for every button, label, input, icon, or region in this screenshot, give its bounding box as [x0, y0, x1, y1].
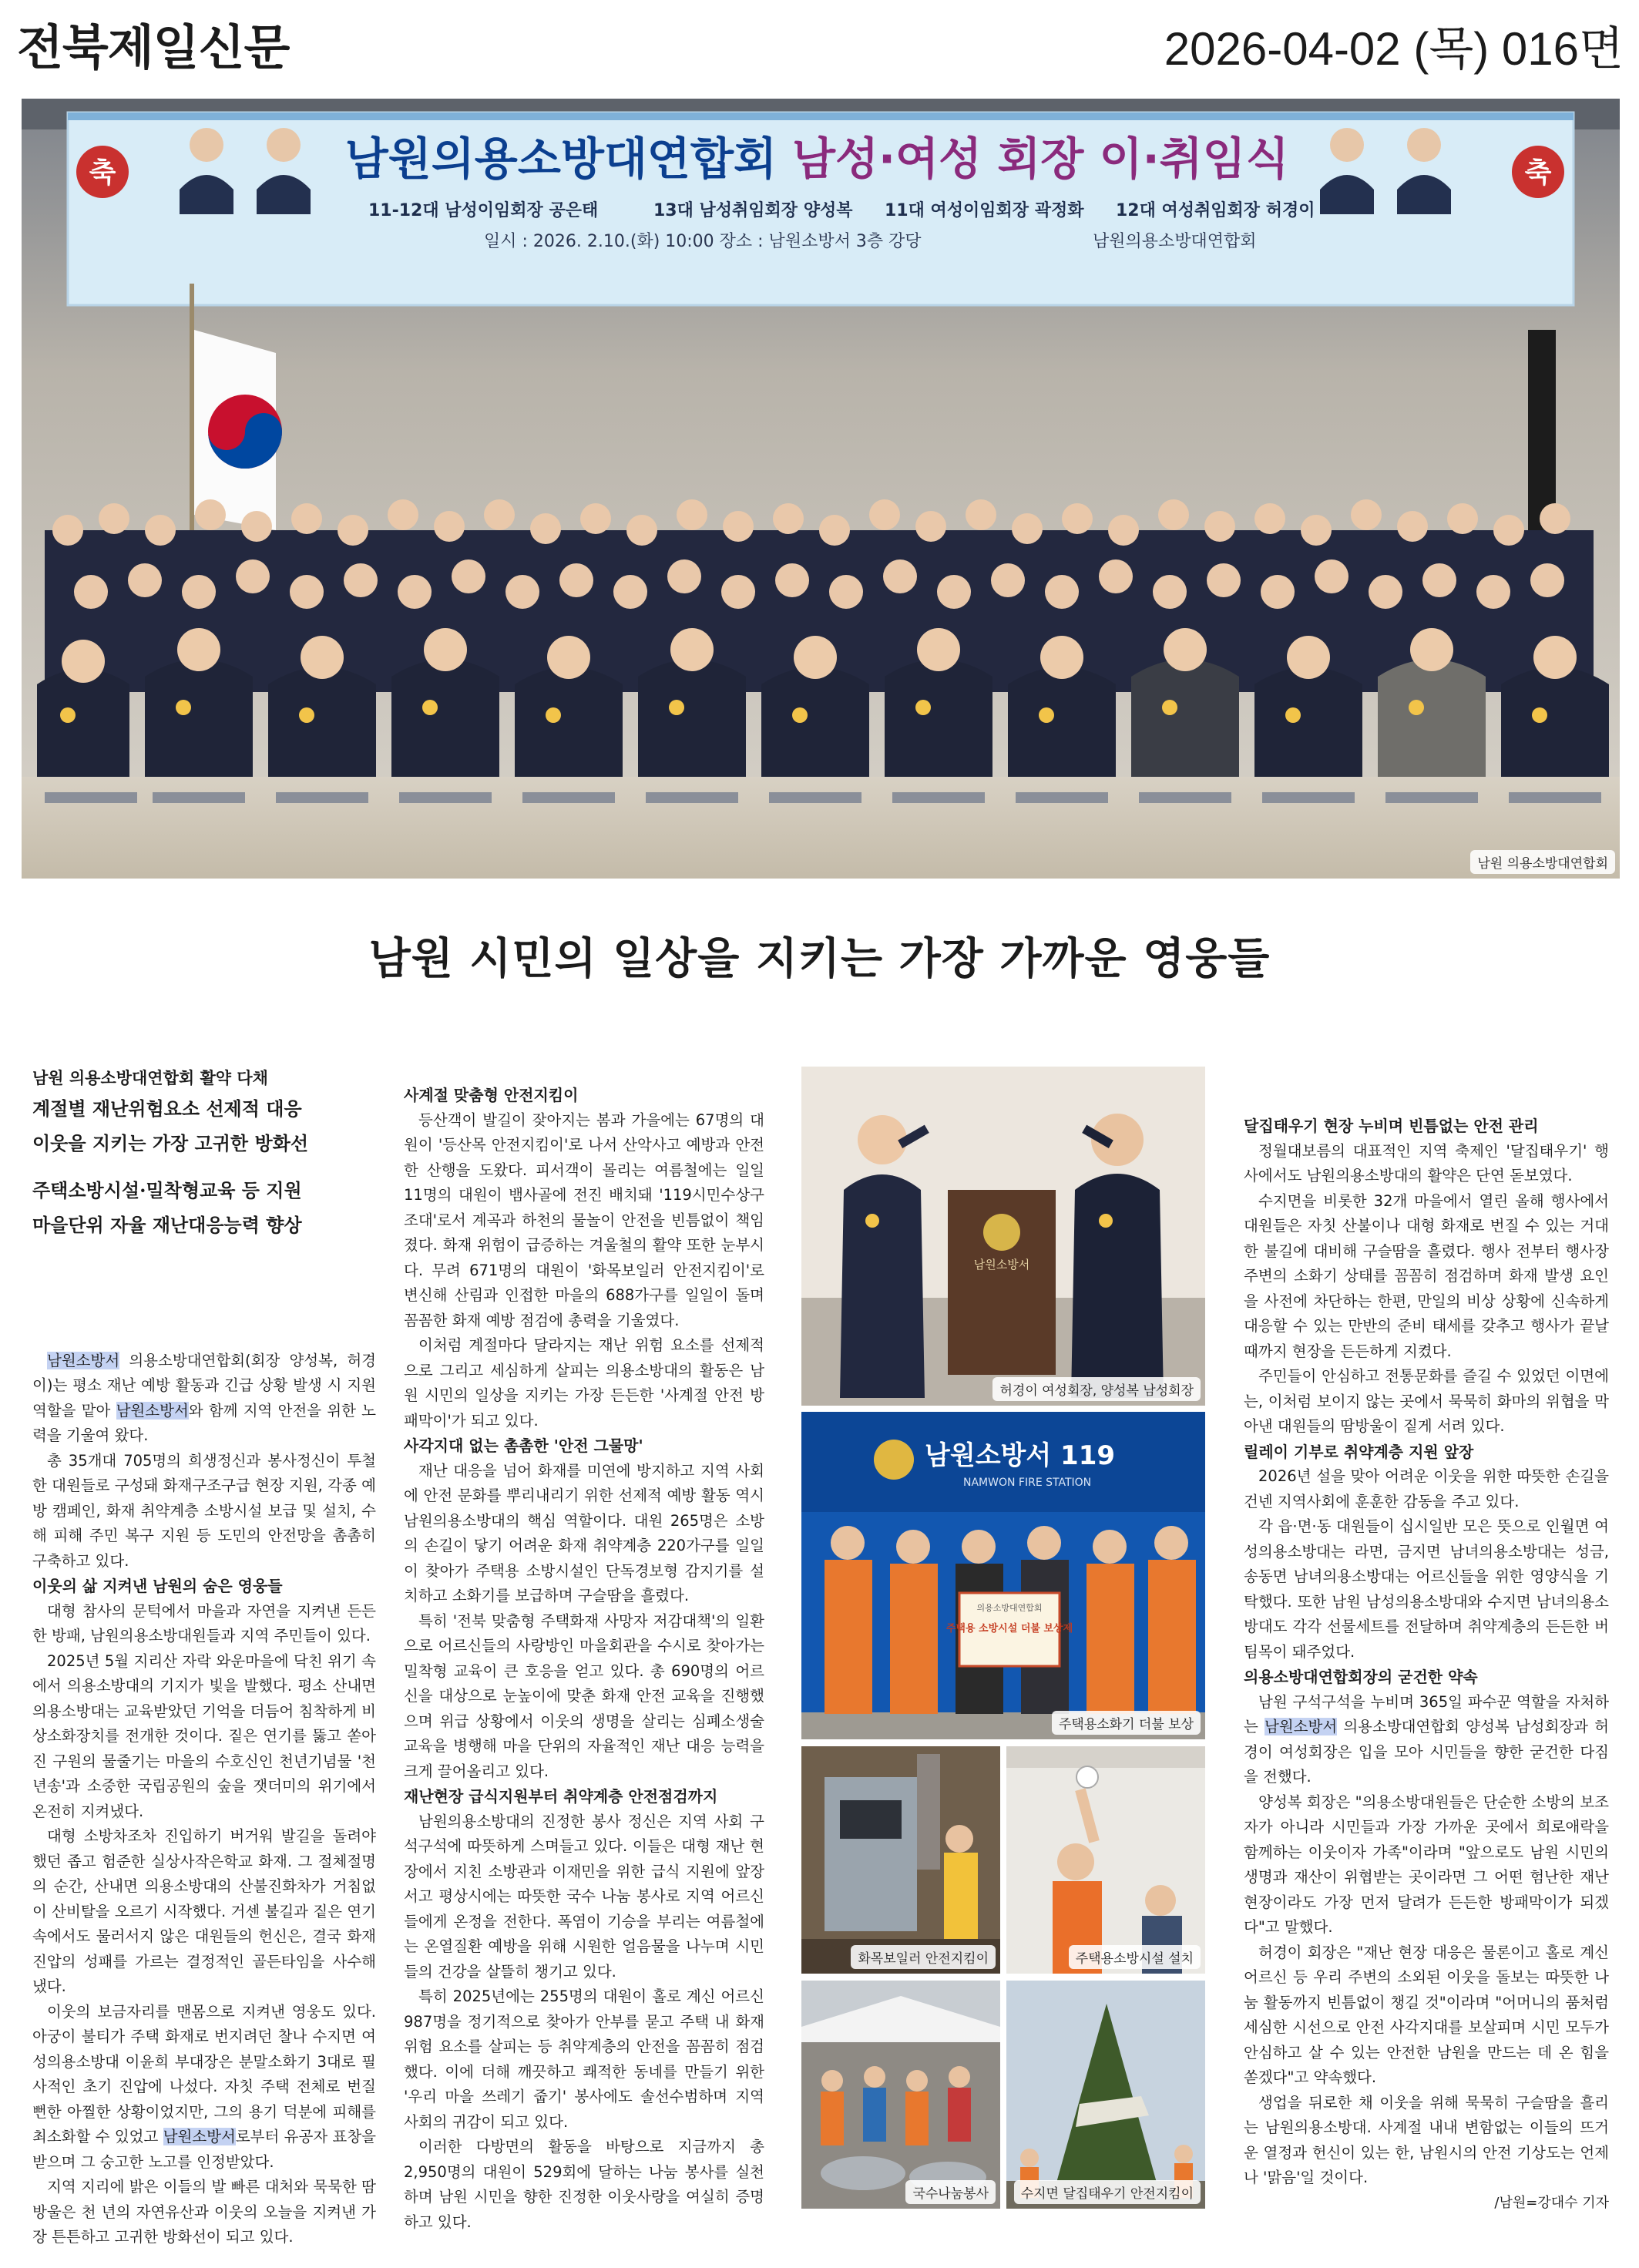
banner-title-a: 남원의용소방대연합회	[344, 133, 777, 185]
daljip-illustration	[1006, 1981, 1205, 2209]
station-sign-en: NAMWON FIRE STATION	[963, 1477, 1092, 1489]
paragraph: 허경이 회장은 "재난 현장 대응은 물론이고 홀로 계신 어르신 등 우리 주변의 소외된 이웃을 돌보는 따뜻한 나눔 활동까지 빈틈없이 챙길 것"이라며 "어머니의 품처럼 세심한 시선으로 안전 사각지대를 보살피며 시민 모두가 안심하고 살 수 있는 안전한 남원을 만드는 데 온 힘을 쏟겠다"고 약속했다.	[1244, 1943, 1609, 2086]
banner-org: 남원의용소방대연합회	[1093, 232, 1257, 251]
main-group-photo	[22, 99, 1620, 879]
photo-daljip	[1006, 1981, 1205, 2209]
headline: 남원 시민의 일상을 지키는 가장 가까운 영웅들	[368, 933, 1271, 984]
paragraph: 주민들이 안심하고 전통문화를 즐길 수 있었던 이면에는, 이처럼 보이지 않는 곳에서 묵묵히 화마의 위협을 막아낸 대원들의 땀방울이 짙게 서려 있다.	[1244, 1367, 1609, 1435]
highlight-term: 남원소방서	[116, 1401, 189, 1420]
paragraph: 2025년 5월 지리산 자락 와운마을에 닥친 위기 속에서 의용소방대의 기지가 빛을 발했다. 평소 산내면 의용소방대는 교육받았던 기억을 더듬어 침착하게 비상소화장치를 전개한 것이다. 짙은 연기를 뚫고 쏟아진 구원의 물줄기는 마을의 수호신인 천년기념물 '천년송'과 소중한 국립공원의 숲을 잿더미의 위기에서 온전히 지켜냈다.	[32, 1651, 376, 1820]
paragraph: 등산객이 발길이 잦아지는 봄과 가을에는 67명의 대원이 '등산목 안전지킴이'로 나서 산악사고 예방과 안전한 산행을 도왔다. 피서객이 몰리는 여름철에는 일일 11명의 대원이 뱀사골에 전진 배치돼 '119시민수상구조대'로서 계곡과 하천의 물놀이 안전을 빈틈없이 책임졌다. 화재 위험이 급증하는 겨울철의 활약 또한 눈부시다. 무려 671명의 대원이 '화목보일러 안전지킴이'로 변신해 산림과 인접한 마을의 688가구를 일일이 돌며 꼼꼼한 화재 예방 점검에 총력을 기울였다.	[404, 1110, 764, 1329]
deck-line-4: 마을단위 자율 재난대응능력 향상	[32, 1213, 302, 1236]
podium-salute-illustration	[801, 1067, 1205, 1406]
text: 의용소방대연합회 양성복 남성회장과 허경이 여성회장은 입을 모아 시민들을 향한 굳건한 다짐을 전했다.	[1244, 1718, 1609, 1786]
photo-credit: 남원 의용소방대연합회	[1470, 850, 1615, 874]
highlight-term: 남원소방서	[163, 2128, 236, 2145]
photo-caption: 주택용소방시설 설치	[1069, 1945, 1201, 1969]
photo-caption: 화목보일러 안전지킴이	[851, 1945, 996, 1969]
board-main: 주택용 소방시설 더불 보상제	[945, 1623, 1073, 1635]
boiler-illustration	[801, 1746, 1000, 1974]
paragraph: 이처럼 계절마다 달라지는 재난 위험 요소를 선제적으로 그리고 세심하게 살피는 의용소방대의 활동은 남원 시민의 일상을 지키는 가장 든든한 '사계절 안전 방패막이'가 되고 있다.	[404, 1336, 764, 1430]
photo-fire-station	[801, 1412, 1205, 1739]
subheading: 릴레이 기부로 취약계층 지원 앞장	[1244, 1442, 1474, 1461]
intro-paragraph	[32, 1349, 376, 1449]
paragraph: 수지면을 비롯한 32개 마을에서 열린 올해 행사에서 대원들은 자칫 산불이나 대형 화재로 번질 수 있는 거대한 불길에 대비해 구슬땀을 흘렸다. 행사 전부터 행사장 주변의 소화기 상태를 꼼꼼히 점검하며 화재 발생 요인을 사전에 차단하는 한편, 만일의 비상 상황에 신속하게 대응할 수 있는 만반의 준비 태세를 갖추고 행사가 끝날 때까지 현장을 든든하게 지켰다.	[1244, 1191, 1609, 1360]
photo-caption: 수지면 달집태우기 안전지킴이	[1014, 2180, 1201, 2204]
column-1	[32, 1061, 376, 2250]
column-2	[404, 1083, 764, 2235]
subheading: 재난현장 급식지원부터 취약계층 안전점검까지	[404, 1787, 718, 1806]
board-top: 의용소방대연합회	[976, 1603, 1043, 1613]
subheading: 의용소방대연합회장의 굳건한 약속	[1244, 1668, 1478, 1686]
intro-text: 와 함께 지역 안전을 위한 노력을 기울여 왔다.	[32, 1401, 376, 1444]
deck-line-3: 주택소방시설·밀착형교육 등 지원	[32, 1178, 302, 1201]
paragraph: 특히 2025년에는 255명의 대원이 홀로 계신 어르신 987명을 정기적으로 찾아가 안부를 묻고 주택 내 화재 위험 요소를 살피는 등 취약계층의 안전을 꼼꼼히 점검했다. 이에 더해 깨끗하고 쾌적한 동네를 만들기 위한 '우리 마을 쓰레기 줍기' 봉사에도 솔선수범하며 지역 사회의 귀감이 되고 있다.	[404, 1987, 764, 2131]
paragraph: 생업을 뒤로한 채 이웃을 위해 묵묵히 구슬땀을 흘리는 남원의용소방대. 사계절 내내 변함없는 이들의 뜨거운 열정과 헌신이 있는 한, 남원시의 안전 기상도는 언제나 '맑음'일 것이다.	[1244, 2093, 1609, 2186]
banner-info: 일시 : 2026. 2.10.(화) 10:00 장소 : 남원소방서 3층 강당	[484, 232, 922, 251]
masthead: 전북제일신문	[17, 19, 290, 76]
paragraph: 총 35개대 705명의 희생정신과 봉사정신이 투철한 대원들로 구성돼 화재구조구급 현장 지원, 각종 예방 캠페인, 화재 취약계층 소방시설 보급 및 설치, 수해 피해 주민 복구 지원 등 도민의 안전망을 촘촘히 구축하고 있다.	[32, 1451, 376, 1570]
chuk-right: 축	[1524, 157, 1552, 189]
paragraph: 2026년 설을 맞아 어려운 이웃을 위한 따뜻한 손길을 건넨 지역사회에 훈훈한 감동을 주고 있다.	[1244, 1467, 1609, 1510]
subheading: 이웃의 삶 지켜낸 남원의 숨은 영웅들	[32, 1577, 283, 1595]
banner-name-1: 11-12대 남성이임회장 공은태	[368, 201, 599, 220]
chuk-left: 축	[89, 157, 116, 189]
dateline: 2026-04-02 (목) 016면	[1164, 23, 1624, 75]
subheading: 달집태우기 현장 누비며 빈틈없는 안전 관리	[1244, 1117, 1539, 1135]
main-photo-illustration	[22, 99, 1620, 879]
paragraph: 각 읍·면·동 대원들이 십시일반 모은 뜻으로 인월면 여성의용소방대는 라면, 금지면 남녀의용소방대는 성금, 송동면 남녀의용소방대는 어르신들을 위한 영양식을 기탁했다. 또한 남원 남성의용소방대와 수지면 남녀의용소방대도 각각 선물세트를 전달하며 취약계층의 든든한 버팀목이 돼주었다.	[1244, 1517, 1609, 1661]
photo-caption: 주택용소화기 더불 보상	[1052, 1711, 1201, 1735]
paragraph: 대형 참사의 문턱에서 마을과 자연을 지켜낸 든든한 방패, 남원의용소방대원들과 지역 주민들이 있다.	[32, 1601, 376, 1645]
text: 로부터 유공자 표창을 받으며 그 숭고한 노고를 인정받았다.	[32, 2128, 376, 2171]
intro-text: 의용소방대연합회(회장 양성복, 허경이)는 평소 재난 예방 활동과 긴급 상황 발생 시 지원 역할을 맡아	[32, 1351, 376, 1420]
deck-line-2: 이웃을 지키는 가장 고귀한 방화선	[32, 1131, 308, 1154]
paragraph: 남원의용소방대의 진정한 봉사 정신은 지역 사회 구석구석에 따뜻하게 스며들고 있다. 이들은 대형 재난 현장에서 지친 소방관과 이재민을 위한 급식 지원에 앞장서고 평상시에는 따뜻한 국수 나눔 봉사로 지역 어르신들에게 온정을 전한다. 폭염이 기승을 부리는 여름철에는 온열질환 예방을 위해 시원한 얼음물을 나누며 시민들의 건강을 살뜰히 챙기고 있다.	[404, 1812, 764, 1981]
paragraph: 양성복 회장은 "의용소방대원들은 단순한 소방의 보조자가 아니라 시민들과 가장 가까운 곳에서 희로애락을 함께하는 이웃이자 가족"이라며 "앞으로도 남원 시민의 생명과 재산이 위협받는 곳이라면 그 어떤 험난한 재난 현장이라도 가장 먼저 달려가 든든한 방패막이가 되겠다"고 말했다.	[1244, 1793, 1609, 1936]
banner-name-3: 11대 여성이임회장 곽정화	[885, 201, 1084, 220]
byline: /남원=강대수 기자	[1494, 2194, 1609, 2211]
paragraph: 재난 대응을 넘어 화재를 미연에 방지하고 지역 사회에 안전 문화를 뿌리내리기 위한 선제적 예방 활동 역시 남원의용소방대의 핵심 역할이다. 대원 265명은 소방의 손길이 닿기 어려운 화재 취약계층 220가구를 일일이 찾아가 주택용 소방시설인 단독경보형 감지기를 설치하고 소화기를 보급하며 구슬땀을 흘렸다.	[404, 1461, 764, 1604]
subheading: 사각지대 없는 촘촘한 '안전 그물망'	[404, 1436, 643, 1455]
podium-text: 남원소방서	[973, 1258, 1030, 1272]
banner-name-2: 13대 남성취임회장 양성복	[653, 201, 853, 220]
photo-noodle	[801, 1981, 1000, 2209]
photo-caption: 국수나눔봉사	[905, 2180, 996, 2204]
noodle-illustration	[801, 1981, 1000, 2209]
text: 이웃의 보금자리를 맨몸으로 지켜낸 영웅도 있다. 아궁이 불티가 주택 화재로 번지려던 찰나 수지면 여성의용소방대 이윤희 부대장은 분말소화기 3대로 필사적인 초기 진압에 나섰다. 자칫 주택 전체로 번질 뻔한 아찔한 상황이었지만, 그의 용기 덕분에 피해를 최소화할 수 있었고	[32, 2002, 376, 2145]
deck-line-1: 계절별 재난위험요소 선제적 대응	[32, 1097, 302, 1120]
photo-install	[1006, 1746, 1205, 1974]
photo-podium-salute	[801, 1067, 1205, 1406]
subheading: 사계절 맞춤형 안전지킴이	[404, 1086, 579, 1104]
paragraph: 지역 지리에 밝은 이들의 발 빠른 대처와 묵묵한 땀방울은 천 년의 자연유산과 이웃의 오늘을 지켜낸 가장 튼튼하고 고귀한 방화선이 되고 있다.	[32, 2178, 376, 2246]
kicker: 남원 의용소방대연합회 활약 다채	[32, 1069, 268, 1087]
paragraph: 정월대보름의 대표적인 지역 축제인 '달집태우기' 행사에서도 남원의용소방대의 활약은 단연 돋보였다.	[1244, 1141, 1609, 1184]
column-4	[1244, 1060, 1609, 2216]
install-illustration	[1006, 1746, 1205, 1974]
paragraph: 이러한 다방면의 활동을 바탕으로 지금까지 총 2,950명의 대원이 529회에 달하는 나눔 봉사를 실천하며 남원 시민을 향한 진정한 이웃사랑을 여실히 증명하고 있다.	[404, 2138, 764, 2231]
paragraph: 대형 소방차조차 진입하기 버거워 발길을 돌려야 했던 좁고 험준한 실상사작은학교 화재. 그 절체절명의 순간, 산내면 의용소방대의 산불진화차가 거침없이 산비탈을 오르기 시작했다. 거센 불길과 짙은 연기 속에서도 물러서지 않은 대원들의 헌신은, 결국 화재 진압의 성패를 가르는 결정적인 골든타임을 사수해 냈다.	[32, 1827, 376, 1995]
paragraph	[1244, 1690, 1609, 1790]
fire-station-illustration	[801, 1412, 1205, 1739]
text: 남원 구석구석을 누비며 365일 파수꾼 역할을 자처하는	[1244, 1692, 1609, 1735]
station-sign: 남원소방서 119	[925, 1440, 1116, 1471]
photo-caption: 허경이 여성회장, 양성복 남성회장	[992, 1377, 1201, 1401]
highlight-term: 남원소방서	[1264, 1718, 1338, 1735]
highlight-term: 남원소방서	[47, 1351, 120, 1369]
paragraph: 특히 '전북 맞춤형 주택화재 사망자 저감대책'의 일환으로 어르신들의 사랑방인 마을회관을 수시로 찾아가는 밀착형 교육이 큰 호응을 얻고 있다. 총 690명의 어르신을 대상으로 눈높이에 맞춘 화재 안전 교육을 진행했으며 위급 상황에서 이웃의 생명을 살리는 심폐소생술 교육을 병행해 마을 단위의 자율적인 재난 대응 능력을 크게 끌어올리고 있다.	[404, 1611, 764, 1780]
banner-title-b: 남성·여성 회장 이·취임식	[792, 133, 1289, 185]
paragraph	[32, 2000, 376, 2176]
photo-boiler-check	[801, 1746, 1000, 1974]
banner-name-4: 12대 여성취임회장 허경이	[1116, 201, 1315, 220]
